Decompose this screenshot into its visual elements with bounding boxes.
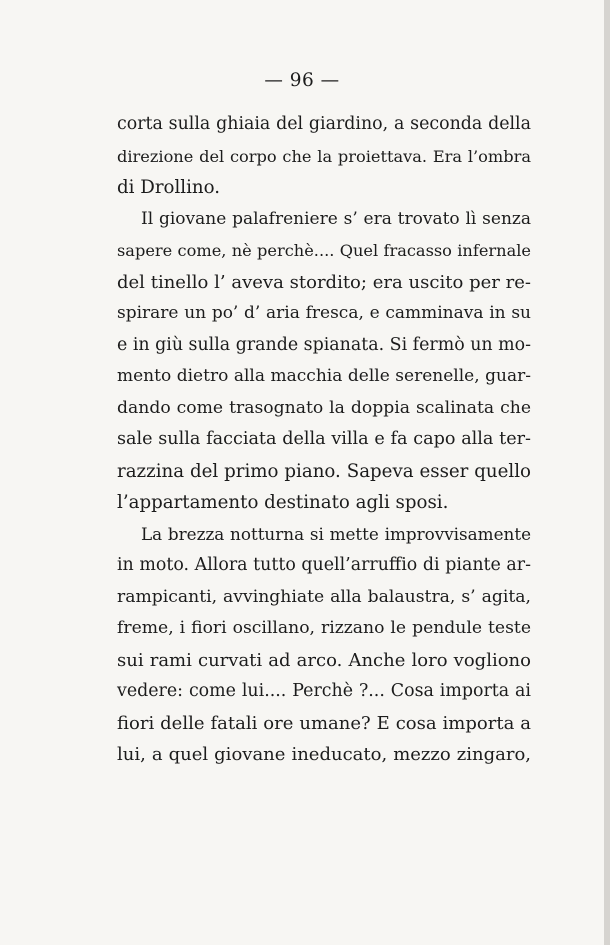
text-line: rampicanti, avvinghiate alla balaustra, s’ agita, <box>117 586 531 607</box>
text-line: di Drollino. <box>117 177 221 198</box>
text-line: mento dietro alla macchia delle serenelle, guar- <box>117 366 531 386</box>
text-line: corta sulla ghiaia del giardino, a seconda della <box>117 114 531 134</box>
text-line: razzina del primo piano. Sapeva esser quello <box>117 460 531 482</box>
page-edge <box>604 0 610 945</box>
text-line: sale sulla facciata della villa e fa capo alla ter- <box>117 429 531 449</box>
text-line: Il giovane palafreniere s’ era trovato lì senza <box>141 208 531 229</box>
text-line: sapere come, nè perchè.... Quel fracasso infernale <box>117 241 531 260</box>
text-line: e in giù sulla grande spianata. Si fermò un mo- <box>117 334 531 355</box>
text-line: spirare un po’ d’ aria fresca, e camminava in su <box>117 303 531 323</box>
body-text <box>117 109 531 771</box>
text-line: del tinello l’ aveva stordito; era uscito per re- <box>117 271 531 293</box>
page-number: — 96 — <box>264 70 340 91</box>
text-line: lui, a quel giovane ineducato, mezzo zingaro, <box>117 744 531 765</box>
text-line: in moto. Allora tutto quell’arruffio di piante ar- <box>117 555 531 575</box>
text-line: sui rami curvati ad arco. Anche loro vogliono <box>117 649 531 671</box>
text-line: La brezza notturna si mette improvvisamente <box>141 523 531 544</box>
text-line: fiori delle fatali ore umane? E cosa importa a <box>117 712 531 734</box>
text-line: l’appartamento destinato agli sposi. <box>117 492 449 513</box>
text-line: dando come trasognato la doppia scalinata che <box>117 397 531 418</box>
text-line: direzione del corpo che la proiettava. Era l’ombra <box>117 146 531 166</box>
text-line: freme, i fiori oscillano, rizzano le pendule teste <box>117 618 531 638</box>
text-line: vedere: come lui.... Perchè ?... Cosa importa ai <box>117 681 531 701</box>
